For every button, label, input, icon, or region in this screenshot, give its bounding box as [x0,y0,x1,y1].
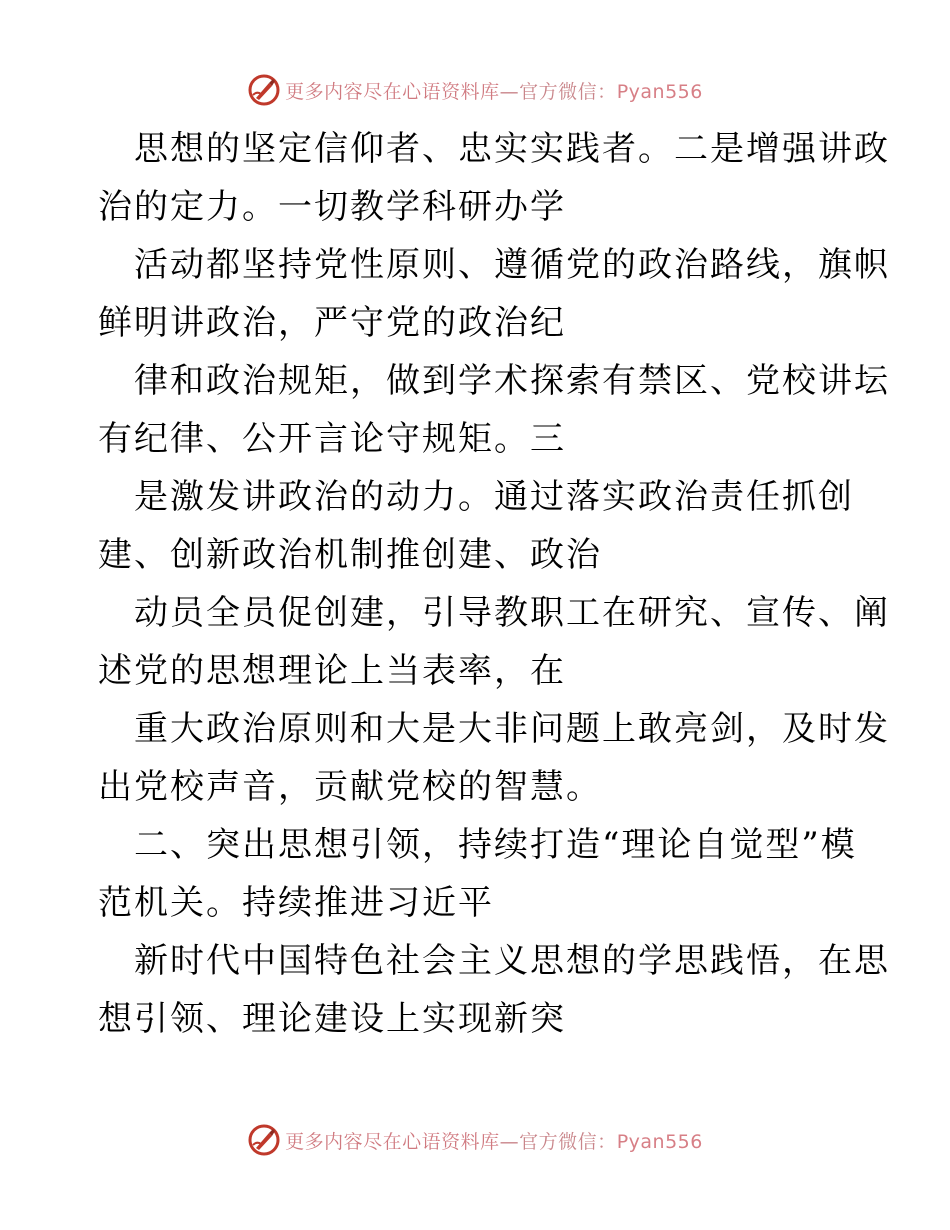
text-line: 活动都坚持党性原则、遵循党的政治路线，旗帜 [134,245,890,285]
text-line: 出党校声音，贡献党校的智慧。 [98,767,602,807]
text-line: 有纪律、公开言论守规矩。三 [98,419,566,459]
watermark-wechat-id: Pyan556 [616,1130,703,1153]
watermark-text [285,1127,703,1154]
watermark-official: 官方微信： [519,1130,617,1153]
watermark-separator: — [499,1130,520,1153]
text-line: 动员全员促创建，引导教职工在研究、宣传、阐 [134,593,890,633]
watermark-text [285,77,703,104]
text-line: 二、突出思想引领，持续打造“理论自觉型”模 [134,825,857,865]
text-line: 新时代中国特色社会主义思想的学思践悟，在思 [134,941,890,981]
text-line: 重大政治原则和大是大非问题上敢亮剑，及时发 [134,709,890,749]
text-line: 范机关。持续推进习近平 [98,883,494,923]
text-line: 鲜明讲政治，严守党的政治纪 [98,303,566,343]
text-line: 是激发讲政治的动力。通过落实政治责任抓创 [134,477,854,517]
text-line: 律和政治规矩，做到学术探索有禁区、党校讲坛 [134,361,890,401]
header-watermark [0,70,950,110]
document-body [98,120,890,1048]
text-line: 述党的思想理论上当表率，在 [98,651,566,691]
text-line: 想引领、理论建设上实现新突 [98,999,566,1039]
pen-logo-icon [247,73,281,107]
watermark-official: 官方微信： [519,80,617,103]
watermark-wechat-id: Pyan556 [616,80,703,103]
watermark-brand: 更多内容尽在心语资料库 [285,80,500,103]
watermark-separator: — [499,80,520,103]
text-line: 思想的坚定信仰者、忠实实践者。二是增强讲政 [134,129,890,169]
watermark-brand: 更多内容尽在心语资料库 [285,1130,500,1153]
text-line: 治的定力。一切教学科研办学 [98,187,566,227]
footer-watermark [0,1120,950,1160]
pen-logo-icon [247,1123,281,1157]
text-line: 建、创新政治机制推创建、政治 [98,535,602,575]
